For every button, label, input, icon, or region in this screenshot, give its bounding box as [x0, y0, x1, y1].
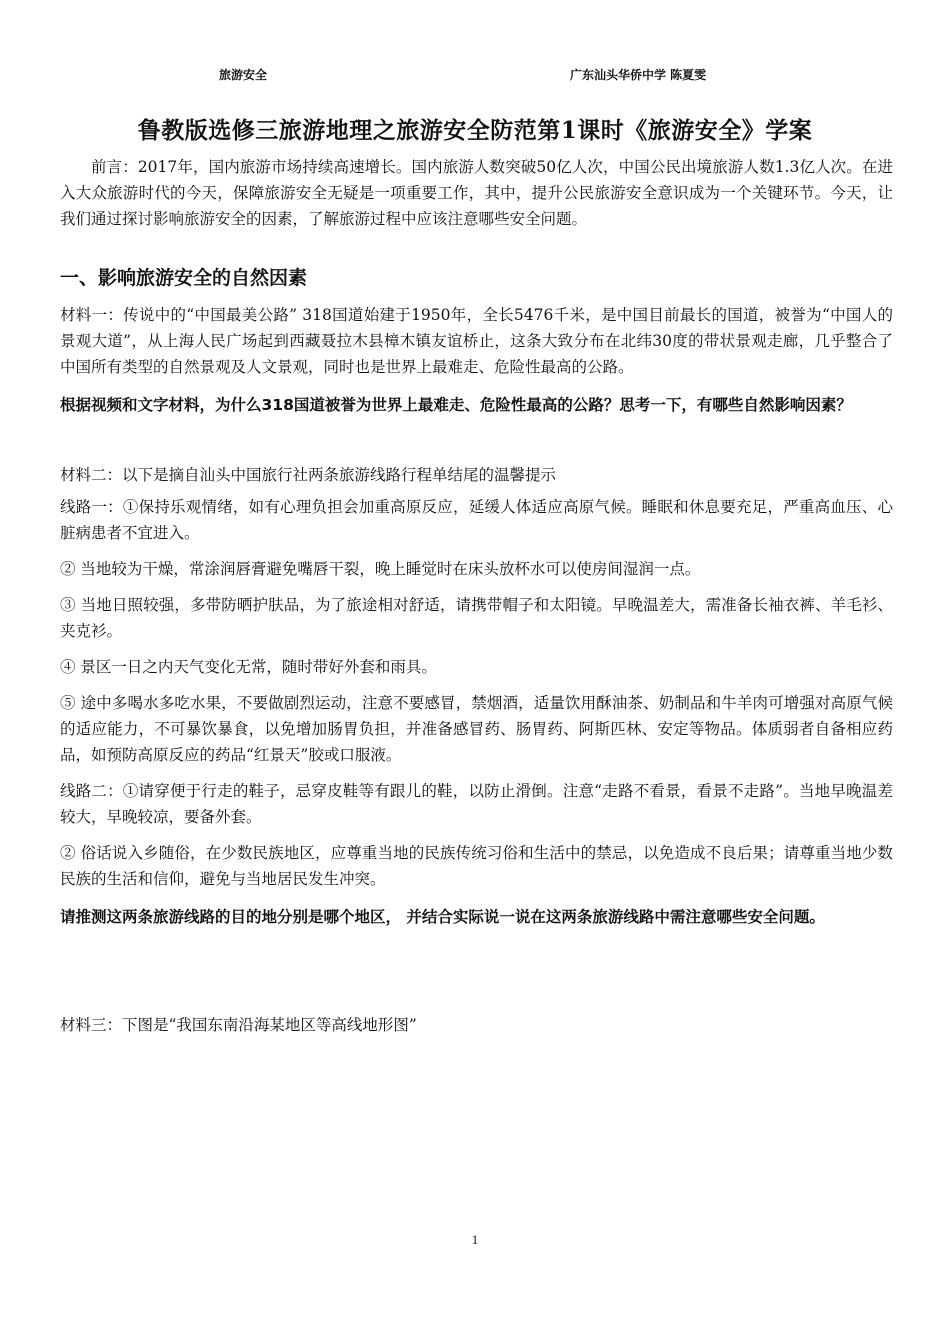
answer-space [60, 936, 893, 1012]
page-header [0, 66, 950, 86]
route-two-tip-1: 线路二：①请穿便于行走的鞋子，忌穿皮鞋等有跟儿的鞋，以防止滑倒。注意“走路不看景，看景不走路”。当地早晚温差较大，早晚较凉，要备外套。 [60, 782, 893, 826]
answer-space [60, 424, 893, 462]
document-body [60, 154, 893, 1038]
route-one-tip-4: ④ 景区一日之内天气变化无常，随时带好外套和雨具。 [60, 658, 437, 676]
question-one: 根据视频和文字材料，为什么318国道被誉为世界上最难走、危险性最高的公路？思考一下，有哪些自然影响因素？ [60, 396, 852, 414]
material-one: 材料一：传说中的“中国最美公路” 318国道始建于1950年，全长5476千米，是中国目前最长的国道，被誉为“中国人的景观大道”，从上海人民广场起到西藏聂拉木县樟木镇友谊桥止，这条大致分布在北纬30度的带状景观走廊，几乎整合了中国所有类型的自然景观及人文景观，同时也是世界上最难走、危险性最高的公路。 [60, 306, 893, 376]
section-heading: 一、影响旅游安全的自然因素 [60, 267, 308, 289]
question-two: 请推测这两条旅游线路的目的地分别是哪个地区， 并结合实际说一说在这两条旅游线路中需注意哪些安全问题。 [60, 908, 825, 926]
route-one-tip-3: ③ 当地日照较强，多带防晒护肤品，为了旅途相对舒适，请携带帽子和太阳镜。早晚温差大，需准备长袖衣裤、羊毛衫、夹克衫。 [60, 596, 893, 640]
route-one-tip-5: ⑤ 途中多喝水多吃水果，不要做剧烈运动，注意不要感冒，禁烟酒，适量饮用酥油茶、奶制品和牛羊肉可增强对高原气候的适应能力，不可暴饮暴食，以免增加肠胃负担，并准备感冒药、肠胃药、阿斯匹林、安定等物品。体质弱者自备相应药品，如预防高原反应的药品“红景天”胶或口服液。 [60, 694, 893, 764]
route-one-tip-2: ② 当地较为干燥，常涂润唇膏避免嘴唇干裂，晚上睡觉时在床头放杯水可以使房间湿润一点。 [60, 560, 701, 578]
material-three: 材料三：下图是“我国东南沿海某地区等高线地形图” [60, 1016, 417, 1034]
page-number: 1 [471, 1232, 479, 1247]
header-left-text: 旅游安全 [219, 68, 268, 82]
header-right-text: 广东汕头华侨中学 陈夏雯 [570, 68, 707, 82]
document-title: 鲁教版选修三旅游地理之旅游安全防范第1课时《旅游安全》学案 [137, 117, 813, 144]
preface-paragraph: 前言：2017年，国内旅游市场持续高速增长。国内旅游人数突破50亿人次，中国公民出境旅游人数1.3亿人次。在进入大众旅游时代的今天，保障旅游安全无疑是一项重要工作，其中，提升公民旅游安全意识成为一个关键环节。今天，让我们通过探讨影响旅游安全的因素，了解旅游过程中应该注意哪些安全问题。 [60, 158, 893, 228]
material-two-intro: 材料二：以下是摘自汕头中国旅行社两条旅游线路行程单结尾的温馨提示 [60, 466, 557, 484]
route-one-tip-1: 线路一：①保持乐观情绪，如有心理负担会加重高原反应，延缓人体适应高原气候。睡眠和休息要充足，严重高血压、心脏病患者不宜进入。 [60, 498, 893, 542]
route-two-tip-2: ② 俗话说入乡随俗，在少数民族地区，应尊重当地的民族传统习俗和生活中的禁忌，以免造成不良后果；请尊重当地少数民族的生活和信仰，避免与当地居民发生冲突。 [60, 844, 893, 888]
